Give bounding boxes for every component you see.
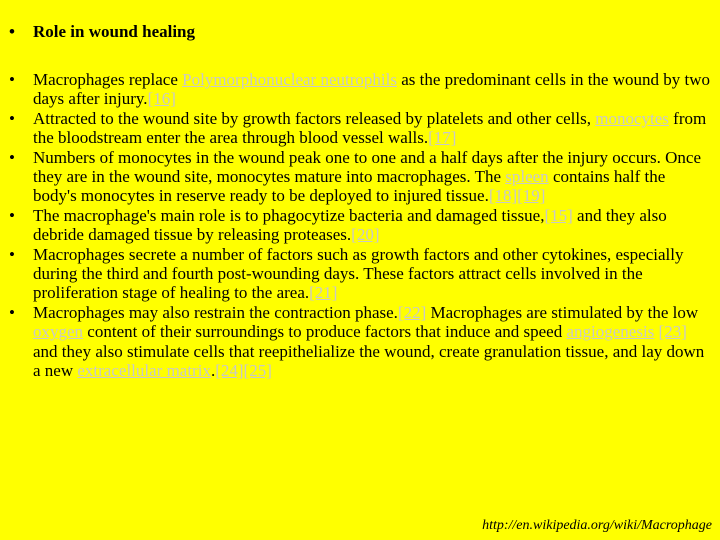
bullet-marker: • <box>9 244 15 264</box>
bullet-marker: • <box>9 147 15 167</box>
list-item-text <box>33 70 713 109</box>
text-run: . <box>210 361 216 381</box>
citation-link[interactable]: [25] <box>243 361 272 381</box>
link-angiogenesis[interactable]: angiogenesis <box>566 322 655 342</box>
text-run: Macrophages are stimulated by the low <box>426 302 699 322</box>
citation-link[interactable]: [18] <box>488 186 518 206</box>
bullet-marker: • <box>9 22 15 41</box>
list-item-text <box>33 303 713 381</box>
bullet-marker: • <box>9 205 15 225</box>
source-url: http://en.wikipedia.org/wiki/Macrophage <box>482 518 712 533</box>
text-run: and they also debride damaged tissue by releasing proteases. <box>33 205 667 245</box>
list-item <box>0 70 720 109</box>
citation-link[interactable]: [15] <box>544 205 573 225</box>
list-item-text <box>33 109 713 148</box>
text-run: as the predominant cells in the wound by two days after injury. <box>33 70 710 109</box>
text-run: Macrophages may also restrain the contraction phase. <box>33 302 398 322</box>
text-run: Attracted to the wound site by growth factors released by platelets and other cells, <box>33 108 596 128</box>
list-item <box>0 109 720 148</box>
link-spleen[interactable]: spleen <box>505 167 549 187</box>
citation-link[interactable]: [19] <box>517 186 546 206</box>
link-monocytes[interactable]: monocytes <box>595 108 669 128</box>
bullet-list <box>0 70 720 381</box>
text-run: Macrophages secrete a number of factors such as growth factors and other cytokines, especially during the third and fourth post-wounding days. These factors attract cells involved in the proliferation stage of healing to the area. <box>33 244 684 303</box>
text-run: Numbers of monocytes in the wound peak one to one and a half days after the injury occurs. Once they are in the wound site, monocytes mature into macrophages. The <box>33 147 701 187</box>
citation-link[interactable]: [17] <box>428 128 457 148</box>
text-run: The macrophage's main role is to phagocytize bacteria and damaged tissue, <box>33 205 545 225</box>
text-run: from the bloodstream enter the area through blood vessel walls. <box>33 108 707 148</box>
list-item-text <box>33 148 713 206</box>
list-item-text <box>33 206 713 245</box>
list-item-text <box>33 245 713 303</box>
list-item <box>0 303 720 381</box>
citation-link[interactable]: [21] <box>309 283 338 303</box>
slide-heading-row <box>0 22 720 42</box>
citation-link[interactable]: [22] <box>397 302 427 322</box>
bullet-marker: • <box>9 70 15 89</box>
bullet-marker: • <box>9 302 15 322</box>
list-item <box>0 148 720 206</box>
citation-link[interactable]: [20] <box>351 225 380 245</box>
citation-link[interactable]: [23] <box>658 322 687 342</box>
list-item <box>0 245 720 303</box>
text-run: Macrophages replace <box>33 70 183 89</box>
text-run: contains half the body's monocytes in reserve ready to be deployed to injured tissue. <box>33 167 666 206</box>
slide-title: Role in wound healing <box>33 22 196 41</box>
text-run: and they also stimulate cells that reepithelialize the wound, create granulation tissue, and lay down a new <box>33 341 705 381</box>
bullet-marker: • <box>9 108 15 128</box>
text-run: content of their surroundings to produce factors that induce and speed <box>83 322 567 342</box>
list-item <box>0 206 720 245</box>
link-extracellular-matrix[interactable]: extracellular matrix <box>77 361 211 381</box>
link-oxygen[interactable]: oxygen <box>33 322 84 342</box>
link-polymorphonuclear-neutrophils[interactable]: Polymorphonuclear neutrophils <box>182 70 397 89</box>
citation-link[interactable]: [24] <box>215 361 244 381</box>
citation-link[interactable]: [16] <box>147 89 176 109</box>
